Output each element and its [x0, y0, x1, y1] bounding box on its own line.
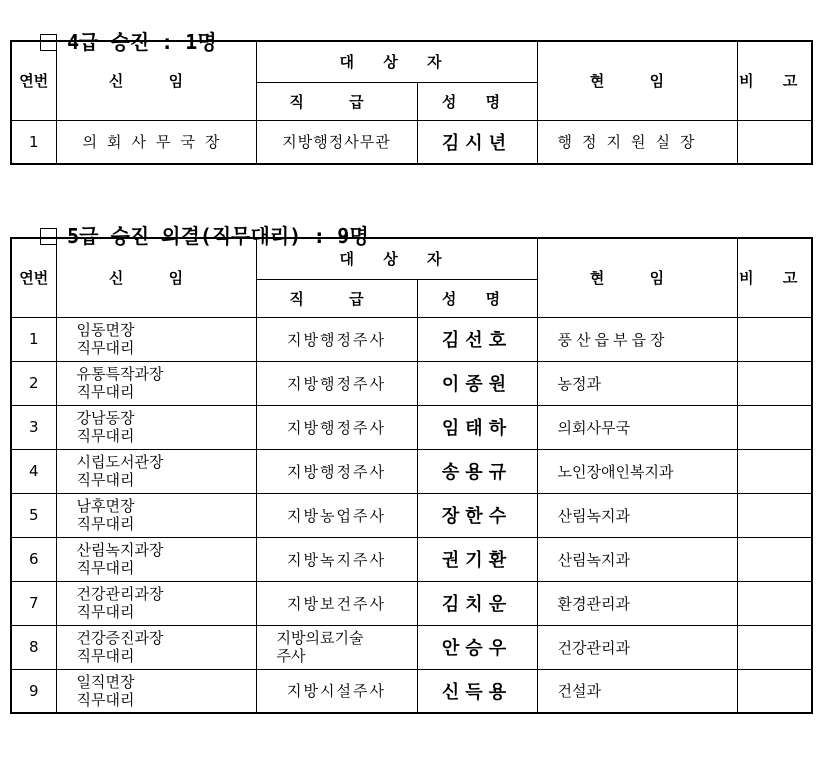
row-new-post-line2: 직무대리 — [76, 383, 135, 401]
row-new-post — [56, 361, 256, 405]
col-header-no: 연번 — [11, 41, 56, 120]
row-name: 김선호 — [417, 317, 537, 361]
col-header-rank: 직 급 — [256, 82, 417, 120]
row-name: 김치운 — [417, 581, 537, 625]
table-row — [11, 120, 812, 164]
row-no: 6 — [11, 537, 56, 581]
row-note — [737, 669, 812, 713]
row-new-post-line2: 직무대리 — [76, 515, 135, 533]
row-new-post: 의회사무국장 — [56, 120, 256, 164]
row-note — [737, 581, 812, 625]
section2-title: 5급 승진 의결(직무대리) : 9명 — [67, 224, 369, 248]
row-note — [737, 537, 812, 581]
promotion-table-grade5 — [10, 237, 813, 714]
row-no: 7 — [11, 581, 56, 625]
row-new-post-line2: 직무대리 — [76, 427, 135, 445]
row-new-post-line1: 일직면장 — [76, 672, 135, 691]
row-current: 풍산읍부읍장 — [537, 317, 737, 361]
row-no: 3 — [11, 405, 56, 449]
row-new-post — [56, 537, 256, 581]
row-new-post — [56, 405, 256, 449]
row-rank: 지방행정주사 — [256, 405, 417, 449]
table-row — [11, 361, 812, 405]
row-current: 노인장애인복지과 — [537, 449, 737, 493]
row-current: 산림녹지과 — [537, 537, 737, 581]
row-rank: 지방행정주사 — [256, 317, 417, 361]
row-rank: 지방행정주사 — [256, 361, 417, 405]
row-rank-line1: 지방의료기술 — [276, 629, 364, 647]
row-rank: 지방시설주사 — [256, 669, 417, 713]
row-new-post-line1: 유통특작과장 — [76, 365, 164, 383]
row-new-post-line2: 직무대리 — [76, 647, 135, 665]
row-new-post-line1: 시립도서관장 — [76, 453, 164, 471]
row-name: 임태하 — [417, 405, 537, 449]
row-no: 5 — [11, 493, 56, 537]
row-name: 안승우 — [417, 625, 537, 669]
row-note — [737, 120, 812, 164]
table-row — [11, 317, 812, 361]
table-row — [11, 669, 812, 713]
row-no: 8 — [11, 625, 56, 669]
row-note — [737, 449, 812, 493]
row-new-post — [56, 317, 256, 361]
row-new-post-line2: 직무대리 — [76, 471, 135, 489]
row-rank — [256, 625, 417, 669]
row-new-post — [56, 669, 256, 713]
row-name: 송용규 — [417, 449, 537, 493]
row-no: 1 — [11, 317, 56, 361]
col-header-note: 비 고 — [737, 238, 812, 317]
row-new-post-line2: 직무대리 — [76, 690, 135, 709]
row-new-post — [56, 493, 256, 537]
table-row — [11, 625, 812, 669]
row-new-post-line1: 강남동장 — [76, 409, 135, 427]
row-current: 의회사무국 — [537, 405, 737, 449]
row-new-post-line2: 직무대리 — [76, 339, 135, 357]
col-header-name: 성 명 — [417, 82, 537, 120]
row-new-post-line1: 남후면장 — [76, 497, 135, 515]
row-no: 9 — [11, 669, 56, 713]
row-note — [737, 317, 812, 361]
row-rank-line2: 주사 — [276, 647, 306, 665]
col-header-note: 비 고 — [737, 41, 812, 120]
promotion-table-grade4 — [10, 40, 813, 165]
row-current: 행정지원실장 — [537, 120, 737, 164]
row-current: 환경관리과 — [537, 581, 737, 625]
col-header-current: 현 임 — [537, 41, 737, 120]
row-current: 산림녹지과 — [537, 493, 737, 537]
row-note — [737, 361, 812, 405]
row-no: 1 — [11, 120, 56, 164]
col-header-no: 연번 — [11, 238, 56, 317]
row-new-post — [56, 449, 256, 493]
row-note — [737, 405, 812, 449]
row-note — [737, 493, 812, 537]
row-new-post-line1: 건강관리과장 — [76, 585, 164, 603]
table-row — [11, 493, 812, 537]
col-header-target: 대 상 자 — [256, 238, 537, 279]
row-new-post-line2: 직무대리 — [76, 603, 135, 621]
table-row — [11, 537, 812, 581]
col-header-current: 현 임 — [537, 238, 737, 317]
row-new-post-line1: 산림녹지과장 — [76, 541, 164, 559]
row-rank: 지방녹지주사 — [256, 537, 417, 581]
section1-title: 4급 승진 : 1명 — [67, 30, 217, 54]
row-name: 장한수 — [417, 493, 537, 537]
row-new-post — [56, 625, 256, 669]
col-header-rank: 직 급 — [256, 279, 417, 317]
row-new-post-line1: 건강증진과장 — [76, 629, 164, 647]
row-no: 4 — [11, 449, 56, 493]
col-header-new-post: 신 임 — [56, 41, 256, 120]
col-header-name: 성 명 — [417, 279, 537, 317]
row-rank: 지방농업주사 — [256, 493, 417, 537]
row-name: 김시년 — [417, 120, 537, 164]
table-row — [11, 405, 812, 449]
row-name: 신득용 — [417, 669, 537, 713]
row-rank: 지방행정사무관 — [256, 120, 417, 164]
row-new-post-line2: 직무대리 — [76, 559, 135, 577]
row-note — [737, 625, 812, 669]
row-new-post-line1: 임동면장 — [76, 321, 135, 339]
row-rank: 지방보건주사 — [256, 581, 417, 625]
table-row — [11, 449, 812, 493]
col-header-target: 대 상 자 — [256, 41, 537, 82]
row-name: 권기환 — [417, 537, 537, 581]
row-current: 건강관리과 — [537, 625, 737, 669]
table-row — [11, 581, 812, 625]
row-current: 건설과 — [537, 669, 737, 713]
row-new-post — [56, 581, 256, 625]
row-name: 이종원 — [417, 361, 537, 405]
row-no: 2 — [11, 361, 56, 405]
col-header-new-post: 신 임 — [56, 238, 256, 317]
row-rank: 지방행정주사 — [256, 449, 417, 493]
row-current: 농정과 — [537, 361, 737, 405]
